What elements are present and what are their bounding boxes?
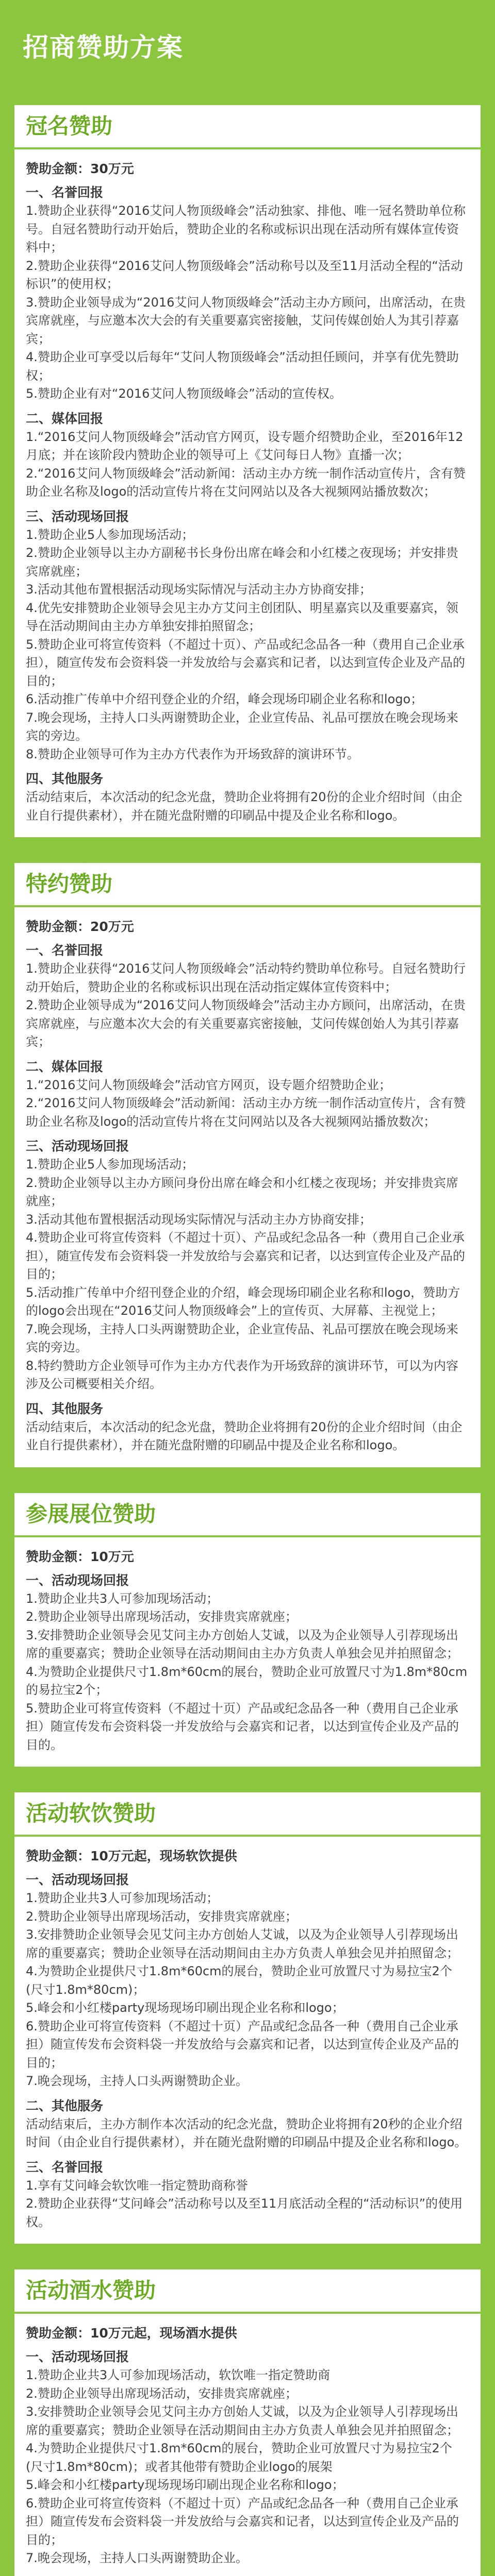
benefit-line: 4.为赞助企业提供尺寸1.8m*60cm的展台，赞助企业可放置尺寸为易拉宝2个(尺寸1.8m*80cm)； [26,1964,452,1997]
benefit-line: 4.优先安排赞助企业领导会见主办方艾问主创团队、明星嘉宾以及重要嘉宾，领导在活动期间由主办方单独安排拍照留念； [26,600,458,633]
card-title: 活动软饮赞助 [14,1792,481,1837]
benefit-line: 2.赞助企业领导以主办方顾问身份出席在峰会和小红楼之夜现场；并安排贵宾席就座； [26,1175,458,1208]
benefit-line: 1.赞助企业5人参加现场活动； [26,527,194,542]
benefit-line: 1.赞助企业获得“2016艾问人物顶级峰会”活动独家、排他、唯一冠名赞助单位称号。自冠名赞助行动开始后，赞助企业的名称或标识出现在活动所有媒体宣传资料中； [26,204,466,255]
benefit-line: 2.赞助企业获得“2016艾问人物顶级峰会”活动称号以及至11月活动全程的“活动标识”的使用权； [26,258,463,291]
benefit-line: 4.为赞助企业提供尺寸1.8m*60cm的展台，赞助企业可放置尺寸为1.8m*80cm的易拉宝2个； [26,1664,468,1697]
section-heading: 二、其他服务 [26,2098,104,2113]
card-body [14,1837,481,2244]
benefit-line: 5.赞助企业可将宣传资料（不超过十页）、产品或纪念品各一种（费用自己企业承担），随宣传发布会资料袋一并发放给与会嘉宾和记者，以达到宣传企业及产品的目的； [26,637,465,688]
benefit-line: 2.赞助企业获得“艾问峰会”活动称号以及至11月底活动全程的“活动标识”的使用权。 [26,2196,463,2229]
section-heading: 二、媒体回报 [26,411,104,426]
section-heading: 三、名誉回报 [26,2159,104,2175]
benefit-line: 5.赞助企业有对“2016艾问人物顶级峰会”活动的宣传权。 [26,386,342,401]
benefit-line: 3.赞助企业领导成为“2016艾问人物顶级峰会”活动主办方顾问，出席活动，在贵宾席就座，与应邀本次大会的有关重要嘉宾密接触，艾问传媒创始人为其引荐嘉宾； [26,295,466,346]
card-title: 特约赞助 [14,863,481,907]
sponsorship-card [14,105,481,837]
benefit-line: 2.“2016艾问人物顶级峰会”活动新闻：活动主办方统一制作活动宣传片，含有赞助企业名称及logo的活动宣传片将在艾问网站以及各大视频网站播放数次； [26,466,466,499]
benefit-line: 2.赞助企业领导出席现场活动，安排贵宾席就座； [26,1609,298,1624]
section-heading: 一、名誉回报 [26,185,104,200]
sponsorship-amount: 赞助金额：30万元 [26,161,134,176]
benefit-line: 4.赞助企业可享受以后每年“艾问人物顶级峰会”活动担任顾问，并享有优先赞助权； [26,350,459,383]
benefit-line: 1.享有艾问峰会软饮唯一指定赞助商称誉 [26,2178,248,2193]
card-body [14,2314,481,2576]
benefit-line: 1.赞助企业共3人可参加现场活动，软饮唯一指定赞助商 [26,2368,331,2382]
benefit-line: 2.赞助企业领导成为“2016艾问人物顶级峰会”活动主办方顾问，出席活动，在贵宾席就座，与应邀本次大会的有关重要嘉宾密接触，艾问传媒创始人为其引荐嘉宾； [26,998,466,1049]
benefit-line: 2.赞助企业领导出席现场活动，安排贵宾席就座； [26,1909,298,1924]
benefit-line: 3.活动其他布置根据活动现场实际情况与活动主办方协商安排； [26,582,372,597]
benefit-line: 5.活动推广传单中介绍刊登企业的介绍，峰会现场印刷企业名称和logo，赞助方的logo会出现在“2016艾问人物顶级峰会”上的宣传页、大屏幕、主视觉上； [26,1285,460,1318]
benefit-line: 6.赞助企业可将宣传资料（不超过十页）产品或纪念品各一种（费用自己企业承担）随宣传发布会资料袋一并发放给与会嘉宾和记者，以达到宣传企业及产品的目的； [26,2496,459,2547]
benefit-line: 7.晚会现场，主持人口头两谢赞助企业。 [26,2074,248,2088]
sponsorship-card [14,1493,481,1767]
sponsorship-card [14,2269,481,2576]
card-body [14,907,481,1467]
sponsorship-amount: 赞助金额：10万元起，现场酒水提供 [26,2326,237,2341]
section-heading: 三、活动现场回报 [26,1139,129,1154]
benefit-line: 活动结束后，本次活动的纪念光盘，赞助企业将拥有20份的企业介绍时间（由企业自行提供素材），并在随光盘附赠的印刷品中提及企业名称和logo。 [26,790,463,823]
benefit-line: 活动结束后，主办方制作本次活动的纪念光盘，赞助企业将拥有20秒的企业介绍时间（由企业自行提供素材），并在随光盘附赠的印刷品中提及企业名称和logo。 [26,2116,467,2149]
card-body [14,149,481,837]
benefit-line: 1.“2016艾问人物顶级峰会”活动官方网页，设专题介绍赞助企业； [26,1077,391,1092]
sponsorship-amount: 赞助金额：20万元 [26,919,134,934]
benefit-line: 5.赞助企业可将宣传资料（不超过十页）产品或纪念品各一种（费用自己企业承担）随宣传发布会资料袋一并发放给与会嘉宾和记者，以达到宣传企业及产品的目的。 [26,1701,459,1752]
benefit-line: 3.安排赞助企业领导会见艾问主办方创始人艾诚，以及为企业领导人引荐现场出席的重要嘉宾；赞助企业领导在活动期间由主办方负责人单独会见并拍照留念； [26,1927,459,1960]
benefit-line: 6.赞助企业可将宣传资料（不超过十页）产品或纪念品各一种（费用自己企业承担）随宣传发布会资料袋一并发放给与会嘉宾和记者，以达到宣传企业及产品的目的； [26,2019,459,2070]
benefit-line: 3.安排赞助企业领导会见艾问主办方创始人艾诚，以及为企业领导人引荐现场出席的重要嘉宾；赞助企业领导在活动期间由主办方负责人单独会见并拍照留念； [26,1628,459,1660]
section-heading: 一、活动现场回报 [26,1872,129,1887]
section-heading: 三、活动现场回报 [26,509,129,524]
section-heading: 四、其他服务 [26,771,104,786]
benefit-line: 1.赞助企业共3人可参加现场活动； [26,1891,219,1905]
section-heading: 一、活动现场回报 [26,1572,129,1588]
card-body [14,1537,481,1767]
card-title: 参展展位赞助 [14,1493,481,1537]
benefit-line: 6.活动推广传单中介绍刊登企业的介绍，峰会现场印刷企业名称和logo； [26,692,423,706]
sponsorship-amount: 赞助金额：10万元起，现场软饮提供 [26,1849,237,1863]
sponsorship-card [14,1792,481,2244]
benefit-line: 2.赞助企业领导以主办方副秘书长身份出席在峰会和小红楼之夜现场；并安排贵宾席就座； [26,546,458,579]
benefit-line: 4.赞助企业可将宣传资料（不超过十页）、产品或纪念品各一种（费用自己企业承担），随宣传发布会资料袋一并发放给与会嘉宾和记者，以达到宣传企业及产品的目的； [26,1230,465,1281]
benefit-line: 7.晚会现场，主持人口头两谢赞助企业，企业宣传品、礼品可摆放在晚会现场来宾的旁边。 [26,710,458,743]
sponsorship-card-list [14,105,481,2576]
card-title: 活动酒水赞助 [14,2269,481,2314]
section-heading: 二、媒体回报 [26,1059,104,1074]
benefit-line: 活动结束后，本次活动的纪念光盘，赞助企业将拥有20份的企业介绍时间（由企业自行提供素材），并在随光盘附赠的印刷品中提及企业名称和logo。 [26,1419,463,1452]
benefit-line: 2.“2016艾问人物顶级峰会”活动新闻：活动主办方统一制作活动宣传片，含有赞助企业名称及logo的活动宣传片将在艾问网站以及各大视频网站播放数次； [26,1096,466,1129]
benefit-line: 1.赞助企业共3人可参加现场活动； [26,1591,219,1606]
section-heading: 一、活动现场回报 [26,2349,129,2364]
benefit-line: 7.晚会现场，主持人口头两谢赞助企业，企业宣传品、礼品可摆放在晚会现场来宾的旁边。 [26,1321,458,1354]
benefit-line: 1.“2016艾问人物顶级峰会”活动官方网页，设专题介绍赞助企业，至2016年12月底；并在该阶段内赞助企业的领导可上《艾问每日人物》直播一次； [26,429,464,462]
page-title: 招商赞助方案 [23,32,184,62]
page-header [0,0,495,77]
benefit-line: 7.晚会现场，主持人口头两谢赞助企业。 [26,2551,248,2565]
benefit-line: 8.特约赞助方企业领导可作为主办方代表作为开场致辞的演讲环节，可以为内容涉及公司概要相关介绍。 [26,1358,458,1391]
benefit-line: 2.赞助企业领导出席现场活动，安排贵宾席就座； [26,2386,298,2401]
benefit-line: 3.安排赞助企业领导会见艾问主办方创始人艾诚，以及为企业领导人引荐现场出席的重要嘉宾；赞助企业领导在活动期间由主办方负责人单独会见并拍照留念； [26,2404,459,2437]
benefit-line: 1.赞助企业5人参加现场活动； [26,1157,194,1172]
benefit-line: 3.活动其他布置根据活动现场实际情况与活动主办方协商安排； [26,1212,372,1227]
sponsorship-amount: 赞助金额：10万元 [26,1549,134,1564]
section-heading: 四、其他服务 [26,1401,104,1416]
section-heading [26,2573,469,2576]
section-heading: 一、名誉回报 [26,943,104,958]
benefit-line: 5.峰会和小红楼party现场现场印刷出现企业名称和logo； [26,2001,344,2015]
benefit-line: 4.为赞助企业提供尺寸1.8m*60cm的展台，赞助企业可放置尺寸为易拉宝2个(尺寸1.8m*80cm)；或者其他带有赞助企业logo的展架 [26,2441,452,2474]
benefit-line: 1.赞助企业获得“2016艾问人物顶级峰会”活动特约赞助单位称号。自冠名赞助行动开始后，赞助企业的名称或标识出现在活动指定媒体宣传资料中； [26,961,466,994]
sponsorship-card [14,863,481,1467]
card-title: 冠名赞助 [14,105,481,149]
benefit-line: 8.赞助企业领导可作为主办方代表作为开场致辞的演讲环节。 [26,747,359,761]
benefit-line: 5.峰会和小红楼party现场现场印刷出现企业名称和logo； [26,2478,344,2492]
